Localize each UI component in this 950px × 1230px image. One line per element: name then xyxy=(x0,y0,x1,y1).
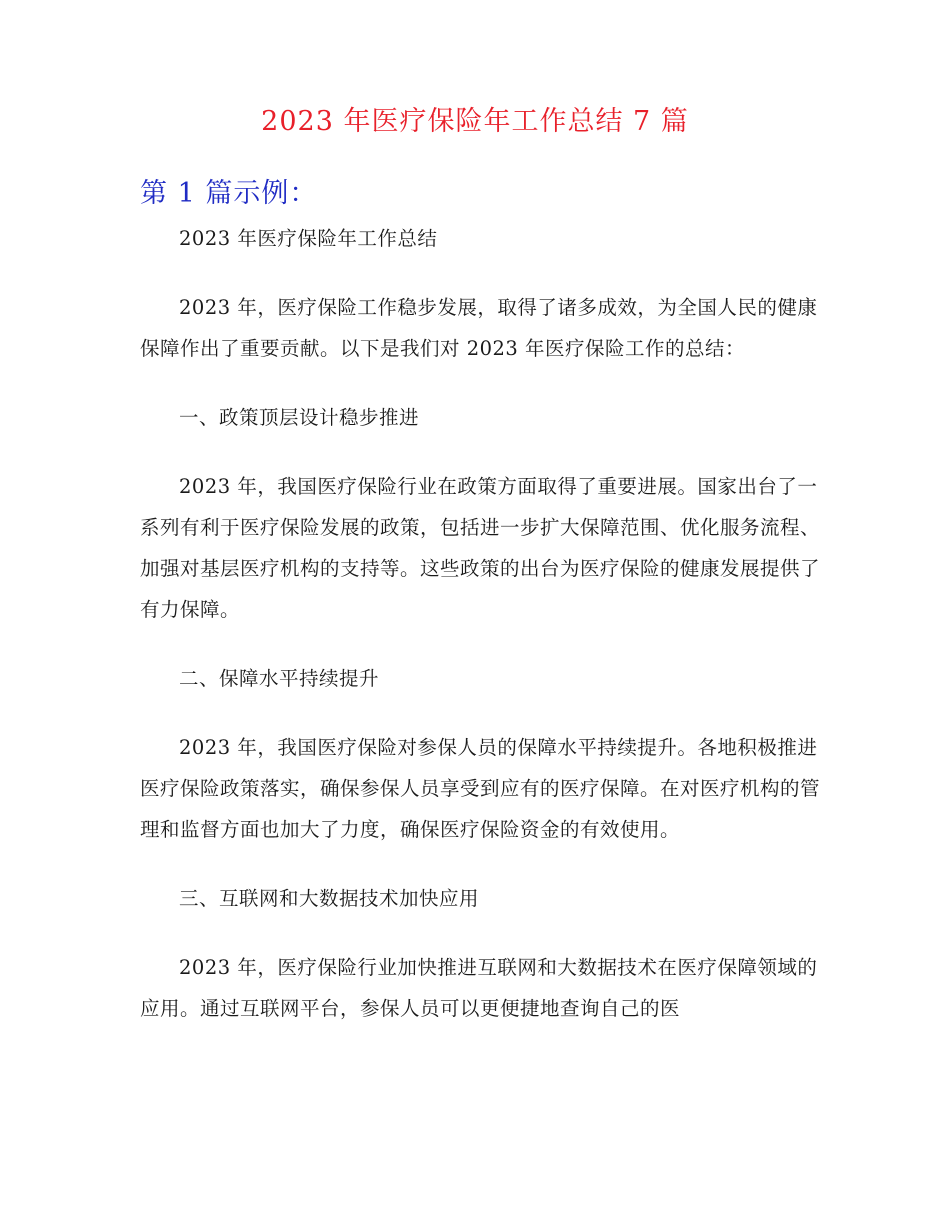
example-heading: 第 1 篇示例： xyxy=(140,178,318,209)
paragraph-3: 2023 年，医疗保险行业加快推进互联网和大数据技术在医疗保障领域的应用。通过互联网平台，参保人员可以更便捷地查询自己的医 xyxy=(140,956,818,1020)
paragraph-2: 2023 年，我国医疗保险对参保人员的保障水平持续提升。各地积极推进医疗保险政策落实，确保参保人员享受到应有的医疗保障。在对医疗机构的管理和监督方面也加大了力度，确保医疗保险资金的有效使用。 xyxy=(140,736,821,841)
section-title: 2023 年医疗保险年工作总结 xyxy=(179,227,438,250)
paragraph-intro: 2023 年，医疗保险工作稳步发展，取得了诸多成效，为全国人民的健康保障作出了重要贡献。以下是我们对 2023 年医疗保险工作的总结： xyxy=(140,296,818,360)
section-heading-1: 一、政策顶层设计稳步推进 xyxy=(179,406,420,429)
section-heading-3: 三、互联网和大数据技术加快应用 xyxy=(179,887,480,910)
document-body xyxy=(140,218,820,1057)
paragraph-1: 2023 年，我国医疗保险行业在政策方面取得了重要进展。国家出台了一系列有利于医疗保险发展的政策，包括进一步扩大保障范围、优化服务流程、加强对基层医疗机构的支持等。这些政策的出台为医疗保险的健康发展提供了有力保障。 xyxy=(140,475,821,621)
section-heading-2: 二、保障水平持续提升 xyxy=(179,667,380,690)
document-title: 2023 年医疗保险年工作总结 7 篇 xyxy=(261,106,689,137)
